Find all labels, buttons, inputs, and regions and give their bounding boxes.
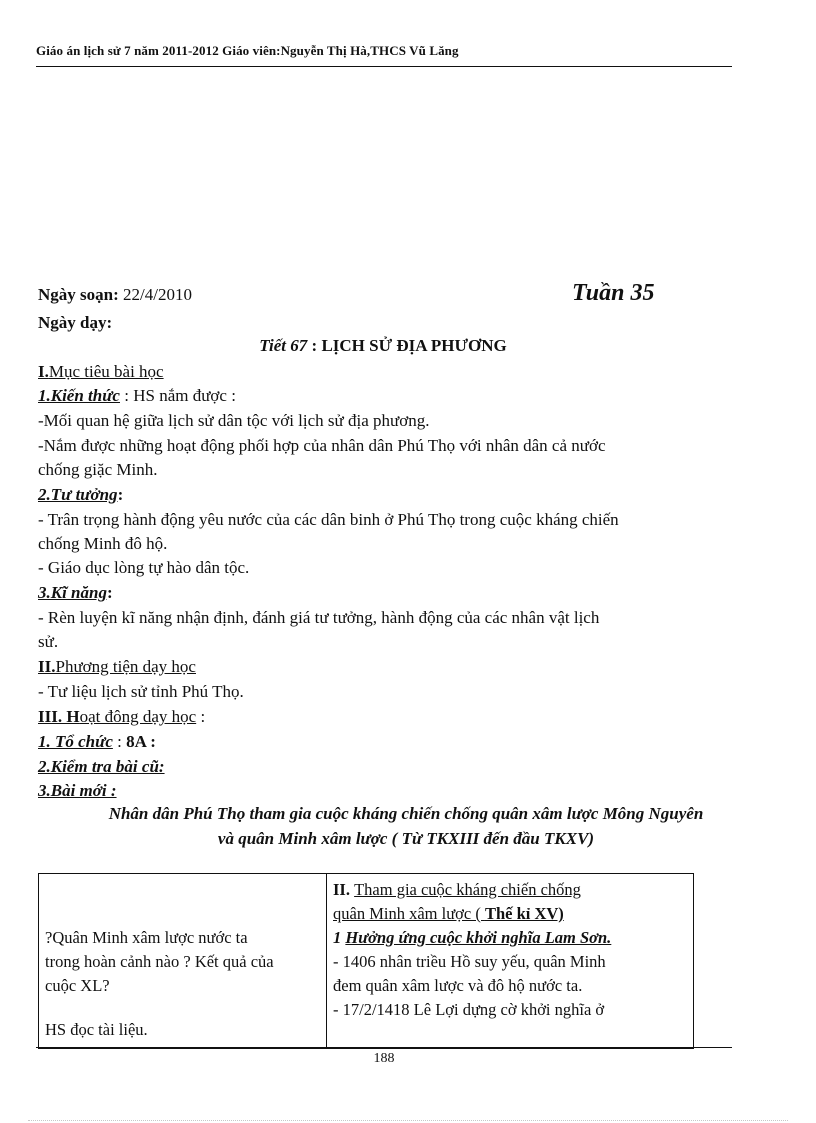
content-sub-num: 1 [333, 928, 346, 947]
spacer [45, 878, 320, 926]
ki-nang-colon: : [106, 583, 113, 602]
lesson-tiet: Tiết 67 [259, 336, 308, 355]
content-p1: - 1406 nhân triều Hồ suy yếu, quân Minh [333, 952, 606, 971]
footer-rule [36, 1047, 732, 1048]
page-number: 188 [373, 1051, 395, 1066]
question-line1: ?Quân Minh xâm lược nước ta [45, 928, 248, 947]
content-heading-century: Thế kỉ XV) [484, 904, 564, 923]
tu-tuong-label: 2.Tư tưởng [38, 485, 118, 504]
tu-tuong-colon: : [117, 485, 124, 504]
tuan-label: Tuần 35 [572, 280, 655, 306]
kn-line1: - Rèn luyện kĩ năng nhận định, đánh giá tư tưởng, hành động của các nhân vật lịch [38, 608, 600, 627]
section3-title [38, 706, 205, 728]
ngay-day-label: Ngày dạy: [38, 313, 113, 332]
ki-nang-label: 3.Kĩ năng [38, 583, 107, 602]
kt-line2: -Nắm được những hoạt động phối hợp của nhân dân Phú Thọ với nhân dân cả nước [38, 436, 606, 455]
content-heading2 [333, 902, 687, 926]
content-sub-text: Hưởng ứng cuộc khởi nghĩa Lam Sơn. [345, 928, 612, 947]
content-p2: đem quân xâm lược và đô hộ nước ta. [333, 976, 583, 995]
topic-line2: và quân Minh xâm lược ( Từ TKXIII đến đầu TKXV) [217, 829, 595, 848]
section2-num: II. [38, 657, 56, 676]
content-cell [327, 874, 694, 1049]
page-bottom-dotted-rule [28, 1120, 788, 1121]
question-line2: trong hoàn cảnh nào ? Kết quả của [45, 952, 274, 971]
content-p3: - 17/2/1418 Lê Lợi dựng cờ khởi nghĩa ở [333, 1000, 605, 1019]
section3-tail: : [196, 707, 206, 726]
bai-moi: 3.Bài mới : [38, 781, 117, 800]
section2-title [38, 656, 196, 678]
kiem-tra-bai-cu: 2.Kiểm tra bài cũ: [38, 757, 165, 776]
content-heading-num: II. [333, 880, 355, 899]
ngay-soan-value: 22/4/2010 [118, 285, 192, 304]
section1-text: Mục tiêu bài học [48, 362, 164, 381]
content-heading-text2: quân Minh xâm lược ( [333, 904, 485, 923]
section3-text: oạt đông dạy học [79, 707, 197, 726]
ngay-soan [38, 284, 192, 306]
section3-num: III. H [38, 707, 80, 726]
ki-nang-heading [38, 582, 113, 604]
header-rule [36, 66, 732, 67]
to-chuc-rest: : [112, 732, 127, 751]
lesson-table [38, 873, 694, 1049]
student-activity: HS đọc tài liệu. [45, 1020, 148, 1039]
section1-title [38, 361, 164, 383]
ngay-soan-label: Ngày soạn: [38, 285, 119, 304]
teacher-student-activity-cell [39, 874, 327, 1049]
kien-thuc-heading [38, 385, 236, 407]
tt-line2: chống Minh đô hộ. [38, 534, 168, 553]
section1-num: I. [38, 362, 49, 381]
topic-line1: Nhân dân Phú Thọ tham gia cuộc kháng chiến chống quân xâm lược Mông Nguyên [108, 804, 704, 823]
document-header: Giáo án lịch sử 7 năm 2011-2012 Giáo viên:Nguyễn Thị Hà,THCS Vũ Lăng [36, 43, 459, 58]
kien-thuc-label: 1.Kiến thức [38, 386, 120, 405]
to-chuc-class: 8A : [126, 732, 156, 751]
question-line3: cuộc XL? [45, 976, 110, 995]
lesson-title [0, 336, 816, 356]
table-row [39, 874, 694, 1049]
content-heading1 [333, 878, 687, 902]
kt-line3: chống giặc Minh. [38, 460, 158, 479]
kien-thuc-rest: : HS nắm được : [119, 386, 236, 405]
tu-tuong-heading [38, 484, 123, 506]
content-subheading [333, 926, 687, 950]
kt-line1: -Mối quan hệ giữa lịch sử dân tộc với lịch sử địa phương. [38, 411, 430, 430]
to-chuc-label: 1. Tổ chức [38, 732, 113, 751]
tt-line1: - Trân trọng hành động yêu nước của các dân binh ở Phú Thọ trong cuộc kháng chiến [38, 510, 619, 529]
spacer [45, 998, 320, 1018]
to-chuc [38, 731, 156, 753]
section2-line1: - Tư liệu lịch sử tỉnh Phú Thọ. [38, 682, 244, 701]
section2-text: Phương tiện dạy học [55, 657, 196, 676]
lesson-sep: : [307, 336, 322, 355]
kn-line2: sử. [38, 632, 59, 651]
lesson-name: LỊCH SỬ ĐỊA PHƯƠNG [321, 336, 507, 355]
content-heading-text1: Tham gia cuộc kháng chiến chống [354, 880, 581, 899]
tt-line3: - Giáo dục lòng tự hào dân tộc. [38, 558, 250, 577]
